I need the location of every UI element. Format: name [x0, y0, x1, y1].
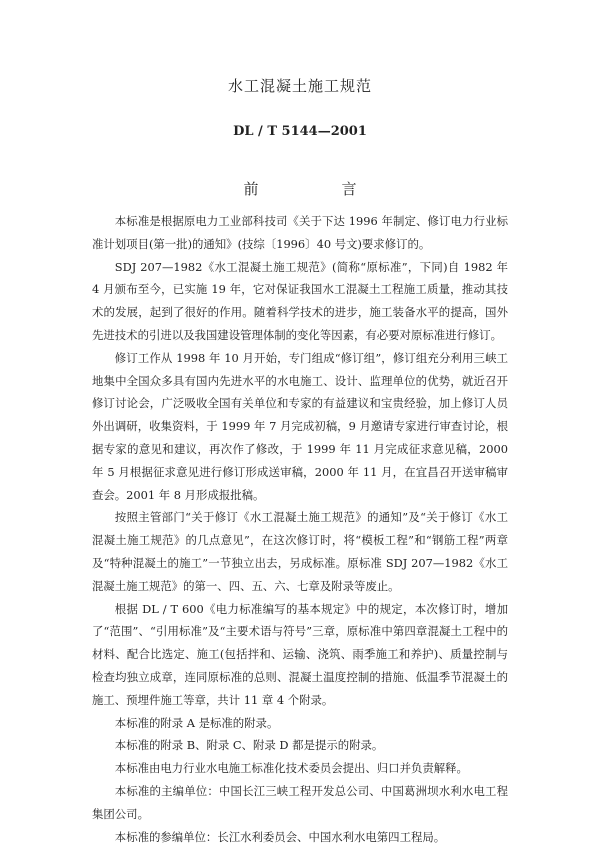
paragraph: 根据 DL / T 600《电力标准编写的基本规定》中的规定，本次修订时，增加了“范围”、“引用标准”及“主要术语与符号”三章，原标准中第四章混凝土工程中的材料、配合比选定、施工(包括拌和、运输、浇筑、雨季施工和养护)、质量控制与检查均独立成章，连同原标准的总则、混凝土温度控制的措施、低温季节混凝土的施工、预埋件施工等章，共计 11 章 4 个附录。: [92, 601, 508, 707]
paragraph: 本标准由电力行业水电施工标准化技术委员会提出、归口并负责解释。: [114, 761, 468, 776]
paragraph: 修订工作从 1998 年 10 月开始，专门组成“修订组”，修订组充分利用三峡工地集中全国众多具有国内先进水平的水电施工、设计、监理单位的优势，就近召开修订讨论会，广泛吸收全国有关单位和专家的有益建议和宝贵经验，加上修订人员外出调研，收集资料，于 1999 年 7 月完成初稿，9 月邀请专家进行审查讨论，根据专家的意见和建议，再次作了修改，于 1999 年 11 月完成征求意见稿，2000 年 5 月根据征求意见进行修订形成送审稿，2000 年 11 月，在宜昌召开送审稿审查会。2001 年 8 月形成报批稿。: [92, 350, 508, 502]
preface-body: [92, 210, 508, 848]
paragraph: 本标准的附录 A 是标准的附录。: [114, 715, 279, 730]
paragraph: 本标准是根据原电力工业部科技司《关于下达 1996 年制定、修订电力行业标准计划项目(第一批)的通知》(技综〔1996〕40 号文)要求修订的。: [92, 214, 508, 251]
document-title: 水工混凝土施工规范: [227, 77, 372, 95]
paragraph: 本标准的参编单位：长江水利委员会、中国水利水电第四工程局。: [114, 829, 446, 844]
paragraph: 本标准的附录 B、附录 C、附录 D 都是提示的附录。: [114, 738, 384, 753]
paragraph: 本标准的主编单位：中国长江三峡工程开发总公司、中国葛洲坝水利水电工程集团公司。: [92, 783, 508, 821]
paragraph: 按照主管部门“关于修订《水工混凝土施工规范》的通知”及“关于修订《水工混凝土施工规范》的几点意见”，在这次修订时，将“模板工程”和“钢筋工程”两章及“特种混凝土的施工”一节独立出去，另成标准。原标准 SDJ 207—1982《水工混凝土施工规范》的第一、四、五、六、七章及附录等废止。: [92, 510, 508, 593]
standard-code: DL / T 5144—2001: [233, 124, 367, 139]
paragraph: SDJ 207—1982《水工混凝土施工规范》(简称“原标准”，下同)自 1982 年 4 月颁布至今，已实施 19 年，它对保证我国水工混凝土工程施工质量，推动其技术的发展，起到了很好的作用。随着科学技术的进步，施工装备水平的提高，国外先进技术的引进以及我国建设管理体制的变化等因素，有必要对原标准进行修订。: [92, 259, 508, 342]
preface-heading: 前 言: [243, 180, 391, 198]
